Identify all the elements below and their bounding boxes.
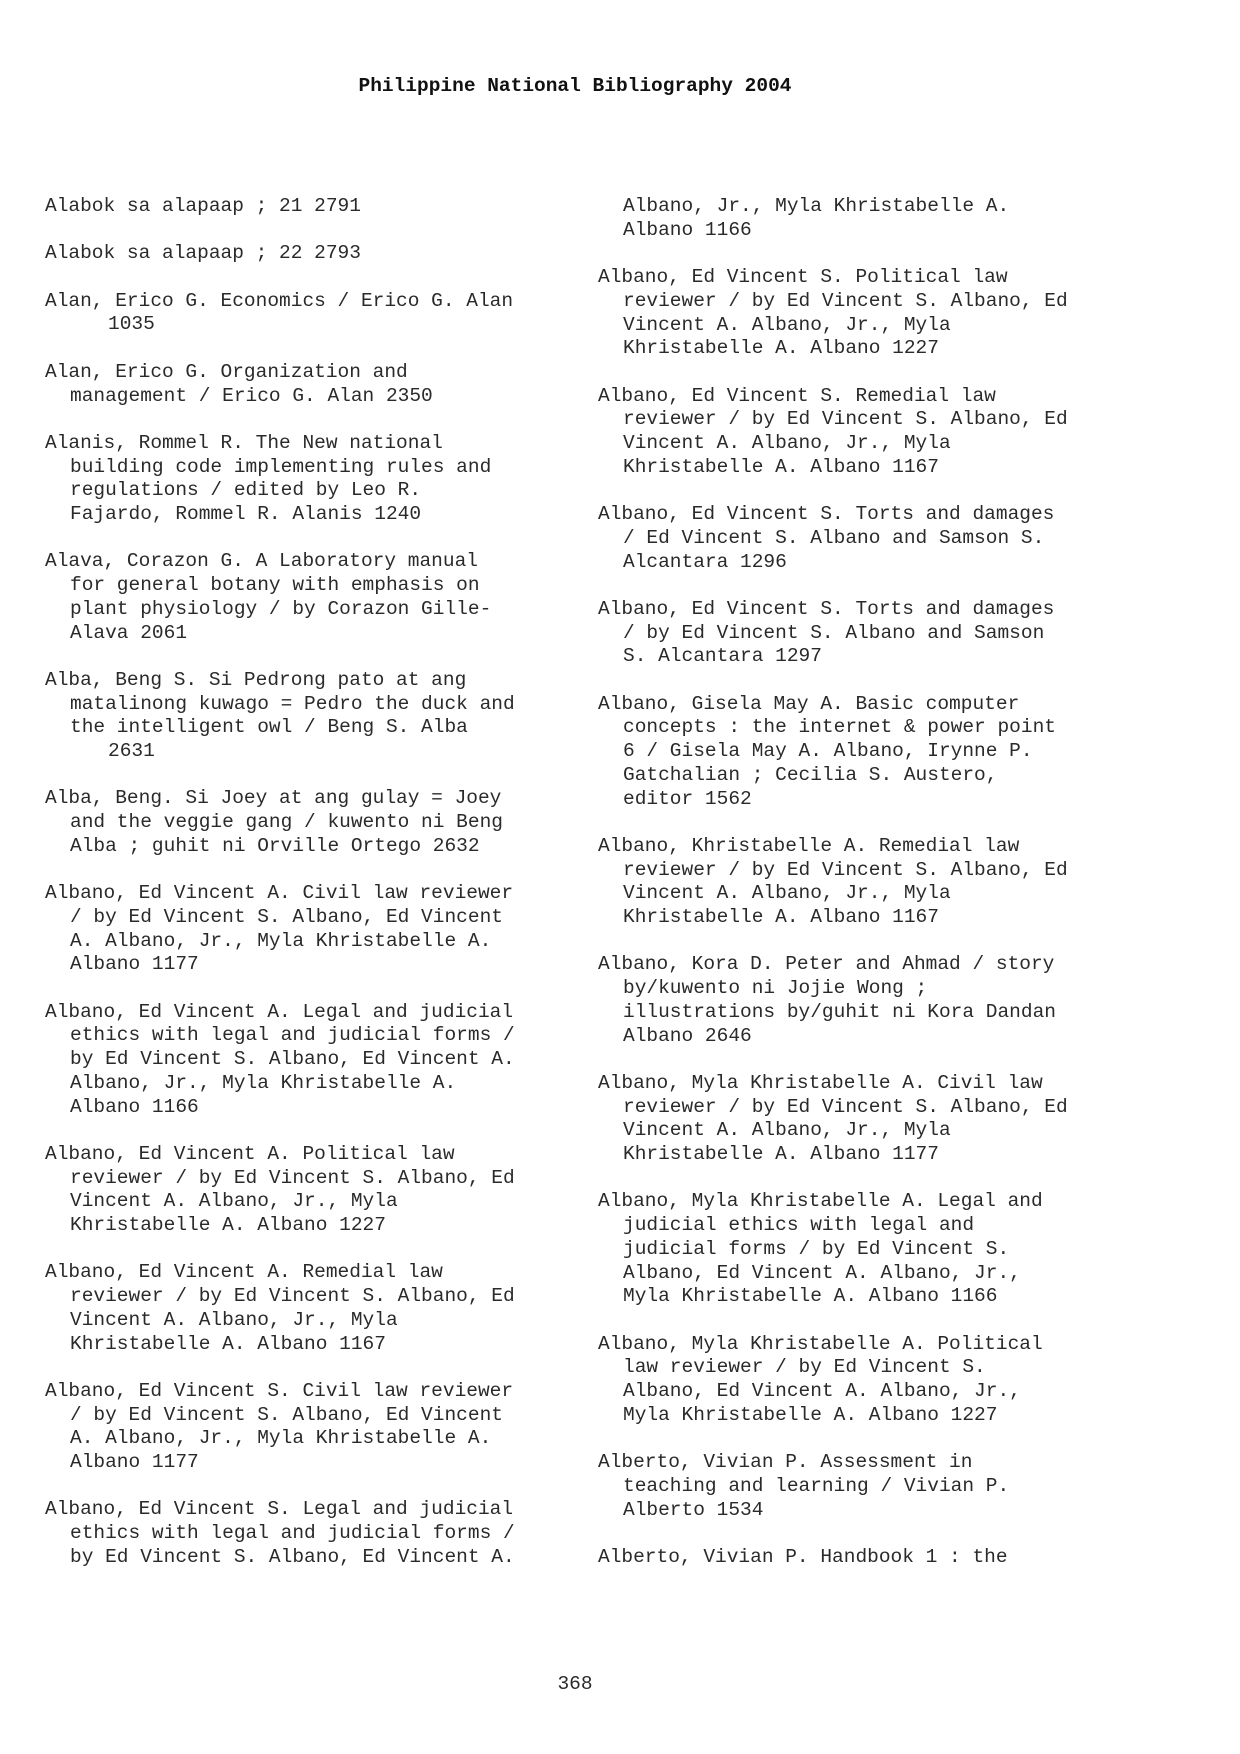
- entry-line: Vincent A. Albano, Jr., Myla: [623, 1119, 951, 1142]
- entry-line: Khristabelle A. Albano 1227: [623, 337, 939, 360]
- entry-line: Albano, Ed Vincent A. Albano, Jr.,: [623, 1380, 1021, 1402]
- bibliography-entry: [598, 598, 1138, 669]
- entry-line: Alabok sa alapaap ; 22 2793: [45, 242, 361, 265]
- entry-line: Albano, Ed Vincent A. Remedial law: [45, 1261, 443, 1284]
- entry-line: Albano, Ed Vincent A. Legal and judicial: [45, 1000, 514, 1023]
- right-column: [598, 195, 1138, 1593]
- entry-line: Albano 1177: [70, 953, 199, 976]
- bibliography-entry: [45, 242, 585, 266]
- entry-line: A. Albano, Jr., Myla Khristabelle A.: [70, 1427, 492, 1450]
- entry-line: law reviewer / by Ed Vincent S.: [623, 1356, 986, 1379]
- entry-line: matalinong kuwago = Pedro the duck and: [70, 692, 515, 715]
- entry-line: Albano, Ed Vincent S. Legal and judicial: [45, 1498, 514, 1521]
- entry-line: Alba, Beng S. Si Pedrong pato at ang: [45, 668, 467, 691]
- entry-line: Khristabelle A. Albano 1167: [70, 1332, 386, 1355]
- entry-line: Vincent A. Albano, Jr., Myla: [70, 1190, 398, 1213]
- bibliography-entry: [45, 290, 585, 337]
- entry-line: Vincent A. Albano, Jr., Myla: [623, 432, 951, 454]
- entry-line: Vincent A. Albano, Jr., Myla: [623, 882, 951, 905]
- bibliography-entry: [45, 361, 585, 408]
- entry-line: Albano, Ed Vincent A. Political law: [45, 1142, 455, 1165]
- entry-line: and the veggie gang / kuwento ni Beng: [70, 811, 503, 834]
- entry-line: Gatchalian ; Cecilia S. Austero,: [623, 763, 998, 786]
- bibliography-entry: [598, 693, 1138, 812]
- entry-line: Myla Khristabelle A. Albano 1166: [623, 1285, 998, 1308]
- entry-line: the intelligent owl / Beng S. Alba: [70, 716, 468, 739]
- entry-line: illustrations by/guhit ni Kora Dandan: [623, 1000, 1056, 1023]
- entry-line: Albano 1166: [70, 1095, 199, 1118]
- entry-line: reviewer / by Ed Vincent S. Albano, Ed: [623, 1095, 1068, 1118]
- bibliography-entry: [598, 1451, 1138, 1522]
- bibliography-entry: [598, 385, 1138, 480]
- entry-line: Albano, Myla Khristabelle A. Civil law: [598, 1071, 1043, 1094]
- entry-line: Albano, Ed Vincent S. Torts and damages: [598, 597, 1055, 620]
- entry-line: Myla Khristabelle A. Albano 1227: [623, 1403, 998, 1426]
- entry-line: Albano, Gisela May A. Basic computer: [598, 692, 1020, 715]
- entry-line: reviewer / by Ed Vincent S. Albano, Ed: [623, 408, 1068, 431]
- bibliography-entry: [598, 1546, 1138, 1570]
- entry-line: / Ed Vincent S. Albano and Samson S.: [623, 526, 1045, 549]
- bibliography-entry: [598, 835, 1138, 930]
- entry-line: Vincent A. Albano, Jr., Myla: [70, 1308, 398, 1331]
- entry-line: Alan, Erico G. Economics / Erico G. Alan: [45, 289, 514, 312]
- page-title: Philippine National Bibliography 2004: [358, 75, 792, 97]
- bibliography-entry: [45, 195, 585, 219]
- bibliography-entry: [598, 1333, 1138, 1428]
- entry-line: 1035: [108, 313, 155, 336]
- entry-line: Alanis, Rommel R. The New national: [45, 431, 443, 454]
- entry-line: Alba, Beng. Si Joey at ang gulay = Joey: [45, 787, 502, 810]
- entry-line: Albano, Kora D. Peter and Ahmad / story: [598, 953, 1055, 976]
- entry-line: for general botany with emphasis on: [70, 574, 480, 597]
- entry-line: Khristabelle A. Albano 1167: [623, 906, 939, 928]
- entry-line: Albano, Ed Vincent S. Civil law reviewer: [45, 1379, 514, 1402]
- entry-line: reviewer / by Ed Vincent S. Albano, Ed: [623, 858, 1068, 881]
- entry-line: reviewer / by Ed Vincent S. Albano, Ed: [70, 1166, 515, 1189]
- bibliography-entry: [598, 503, 1138, 574]
- entry-line: Albano 1166: [623, 218, 752, 241]
- entry-line: Albano 1177: [70, 1451, 199, 1474]
- bibliography-entry: [598, 266, 1138, 361]
- bibliography-entry: [45, 1380, 585, 1475]
- bibliography-entry: [45, 1498, 585, 1569]
- entry-line: S. Alcantara 1297: [623, 645, 822, 668]
- entry-line: Alava 2061: [70, 621, 188, 644]
- entry-line: Albano, Myla Khristabelle A. Legal and: [598, 1190, 1043, 1213]
- entry-line: Alberto, Vivian P. Assessment in: [598, 1451, 973, 1474]
- bibliography-entry: [45, 882, 585, 977]
- entry-line: Albano, Myla Khristabelle A. Political: [598, 1332, 1043, 1355]
- left-column: [45, 195, 585, 1593]
- entry-line: by/kuwento ni Jojie Wong ;: [623, 977, 928, 1000]
- entry-line: teaching and learning / Vivian P.: [623, 1474, 1010, 1497]
- entry-line: judicial ethics with legal and: [623, 1214, 975, 1237]
- entry-line: Albano, Jr., Myla Khristabelle A.: [70, 1071, 457, 1094]
- entry-line: Alba ; guhit ni Orville Ortego 2632: [70, 834, 480, 857]
- bibliography-entry: [45, 550, 585, 645]
- entry-line: Albano, Ed Vincent A. Civil law reviewer: [45, 882, 514, 905]
- entry-line: Albano, Ed Vincent A. Albano, Jr.,: [623, 1261, 1021, 1284]
- entry-line: judicial forms / by Ed Vincent S.: [623, 1237, 1010, 1260]
- entry-line: 2631: [108, 740, 155, 763]
- entry-line: reviewer / by Ed Vincent S. Albano, Ed: [70, 1285, 515, 1308]
- entry-line: Alava, Corazon G. A Laboratory manual: [45, 550, 478, 573]
- entry-line: editor 1562: [623, 787, 752, 810]
- entry-line: regulations / edited by Leo R.: [70, 479, 422, 502]
- entry-line: Alcantara 1296: [623, 550, 787, 573]
- bibliography-entry: [45, 787, 585, 858]
- entry-line: Khristabelle A. Albano 1227: [70, 1214, 386, 1237]
- entry-line: Khristabelle A. Albano 1177: [623, 1143, 939, 1165]
- entry-line: / by Ed Vincent S. Albano, Ed Vincent: [70, 1403, 503, 1426]
- entry-line: reviewer / by Ed Vincent S. Albano, Ed: [623, 289, 1068, 312]
- bibliography-entry: [45, 1143, 585, 1238]
- entry-line: Khristabelle A. Albano 1167: [623, 455, 939, 478]
- entry-line: ethics with legal and judicial forms /: [70, 1024, 515, 1047]
- bibliography-entry-continued: [598, 195, 1138, 242]
- entry-line: Albano, Jr., Myla Khristabelle A.: [623, 195, 1010, 217]
- entry-line: Albano, Ed Vincent S. Political law: [598, 266, 1008, 289]
- entry-line: Fajardo, Rommel R. Alanis 1240: [70, 503, 422, 526]
- bibliography-entry: [598, 953, 1138, 1048]
- entry-line: concepts : the internet & power point: [623, 716, 1056, 739]
- entry-line: A. Albano, Jr., Myla Khristabelle A.: [70, 929, 492, 952]
- entry-line: Albano, Ed Vincent S. Remedial law: [598, 384, 996, 407]
- entry-line: Albano 2646: [623, 1024, 752, 1047]
- entry-line: by Ed Vincent S. Albano, Ed Vincent A.: [70, 1048, 515, 1071]
- entry-line: Alan, Erico G. Organization and: [45, 360, 408, 383]
- entry-line: Albano, Ed Vincent S. Torts and damages: [598, 503, 1055, 526]
- entry-line: Alabok sa alapaap ; 21 2791: [45, 195, 361, 217]
- bibliography-entry: [45, 1001, 585, 1120]
- entry-line: / by Ed Vincent S. Albano, Ed Vincent: [70, 905, 503, 928]
- bibliography-entry: [45, 669, 585, 764]
- bibliography-entry: [598, 1190, 1138, 1309]
- page-number: 368: [557, 1673, 593, 1695]
- entry-line: Alberto 1534: [623, 1498, 764, 1521]
- bibliography-entry: [45, 1261, 585, 1356]
- entry-line: Vincent A. Albano, Jr., Myla: [623, 313, 951, 336]
- entry-line: building code implementing rules and: [70, 455, 492, 478]
- entry-line: by Ed Vincent S. Albano, Ed Vincent A.: [70, 1545, 515, 1568]
- entry-line: plant physiology / by Corazon Gille-: [70, 597, 492, 620]
- entry-line: ethics with legal and judicial forms /: [70, 1522, 515, 1545]
- entry-line: management / Erico G. Alan 2350: [70, 384, 433, 407]
- entry-line: / by Ed Vincent S. Albano and Samson: [623, 621, 1045, 644]
- entry-line: 6 / Gisela May A. Albano, Irynne P.: [623, 740, 1033, 763]
- entry-line: Albano, Khristabelle A. Remedial law: [598, 834, 1020, 857]
- bibliography-entry: [598, 1072, 1138, 1167]
- entry-line: Alberto, Vivian P. Handbook 1 : the: [598, 1545, 1008, 1568]
- bibliography-entry: [45, 432, 585, 527]
